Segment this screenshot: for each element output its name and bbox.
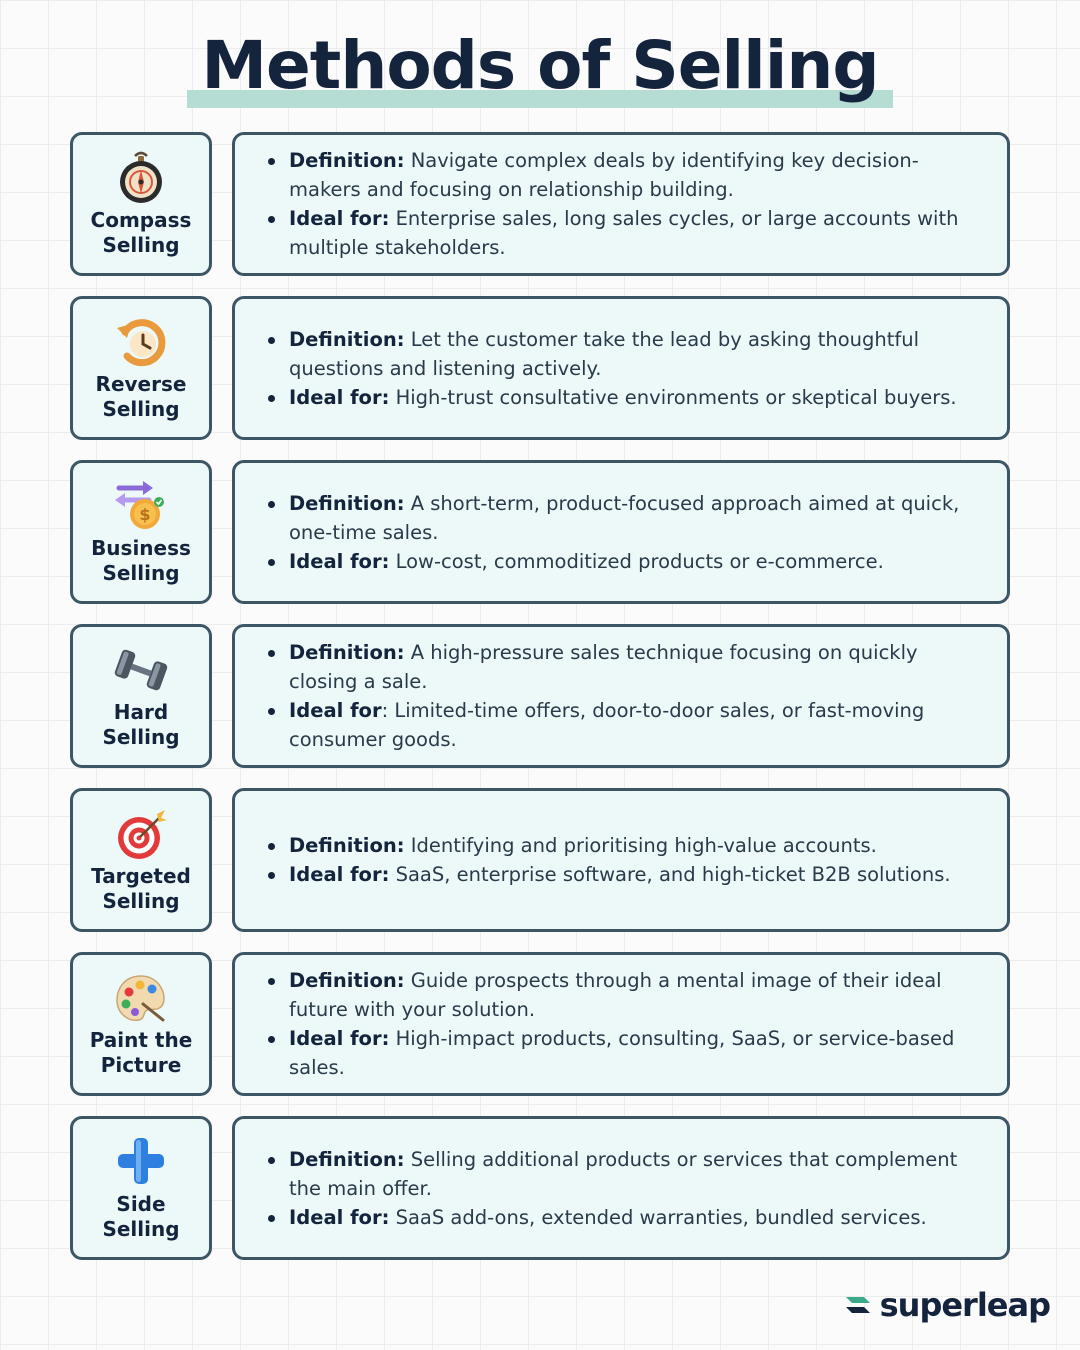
definition-label: Definition: (289, 149, 405, 172)
definition-label: Definition: (289, 1147, 405, 1171)
ideal-for-item (265, 204, 979, 262)
plus-icon (113, 1134, 169, 1190)
method-description-card (232, 624, 1010, 768)
palette-icon (113, 970, 169, 1026)
method-row-hard (70, 624, 1010, 768)
ideal-for-label: Ideal for: (289, 549, 390, 573)
method-name: Business Selling (91, 536, 191, 585)
reverse-clock-icon (113, 314, 169, 370)
definition-label: Definition: (289, 641, 405, 664)
definition-text: Guide prospects through a mental image of their ideal future with your solution. (289, 969, 942, 1021)
definition-item (265, 146, 979, 204)
method-name: Compass Selling (90, 208, 192, 257)
ideal-for-text: High-trust consultative environments or skeptical buyers. (395, 385, 957, 409)
title-area (0, 26, 1080, 106)
definition-label: Definition: (289, 327, 405, 351)
method-name: Targeted Selling (91, 864, 191, 913)
method-card (70, 296, 212, 440)
ideal-for-label: Ideal for: (289, 207, 390, 230)
method-description-card (232, 952, 1010, 1096)
method-row-business (70, 460, 1010, 604)
method-card (70, 952, 212, 1096)
method-description-card (232, 788, 1010, 932)
ideal-for-text: SaaS add-ons, extended warranties, bundled services. (395, 1205, 927, 1229)
method-row-paint-the-picture (70, 952, 1010, 1096)
method-card (70, 788, 212, 932)
compass-icon (113, 150, 169, 206)
ideal-for-item (265, 547, 979, 576)
definition-item (265, 966, 979, 1024)
ideal-for-item (265, 1203, 979, 1232)
method-row-targeted (70, 788, 1010, 932)
ideal-for-item (265, 860, 951, 889)
ideal-for-label: Ideal for: (289, 1027, 390, 1050)
ideal-for-text: : Limited-time offers, door-to-door sales, or fast-moving consumer goods. (289, 699, 925, 751)
ideal-for-label: Ideal for: (289, 385, 390, 409)
method-description-card (232, 296, 1010, 440)
page-title-text: Methods of Selling (201, 27, 879, 104)
superleap-logo-icon (842, 1289, 874, 1321)
definition-text: Selling additional products or services that complement the main offer. (289, 1147, 958, 1200)
method-description-card (232, 132, 1010, 276)
dollar-exchange-icon (113, 478, 169, 534)
ideal-for-item (265, 383, 979, 412)
method-row-side (70, 1116, 1010, 1260)
ideal-for-text: SaaS, enterprise software, and high-ticket B2B solutions. (395, 863, 951, 886)
method-name: Reverse Selling (95, 372, 187, 421)
definition-text: Navigate complex deals by identifying key decision-makers and focusing on relationship building. (289, 149, 919, 201)
method-row-compass (70, 132, 1010, 276)
method-description-card (232, 460, 1010, 604)
definition-text: Let the customer take the lead by asking thoughtful questions and listening actively. (289, 327, 920, 380)
ideal-for-item (265, 696, 979, 754)
ideal-for-text: High-impact products, consulting, SaaS, or service-based sales. (289, 1027, 955, 1079)
dumbbell-icon (113, 642, 169, 698)
ideal-for-label: Ideal for (289, 699, 382, 722)
definition-item (265, 831, 951, 860)
brand-name: superleap (879, 1286, 1050, 1324)
method-card (70, 624, 212, 768)
definition-text: A short-term, product-focused approach aimed at quick, one-time sales. (289, 491, 960, 544)
definition-label: Definition: (289, 834, 405, 857)
definition-item (265, 489, 979, 547)
definition-text: A high-pressure sales technique focusing on quickly closing a sale. (289, 641, 918, 693)
ideal-for-label: Ideal for: (289, 863, 390, 886)
method-row-reverse (70, 296, 1010, 440)
method-name: Hard Selling (102, 700, 180, 749)
method-name: Side Selling (102, 1192, 180, 1241)
definition-item (265, 325, 979, 383)
ideal-for-item (265, 1024, 979, 1082)
ideal-for-text: Enterprise sales, long sales cycles, or large accounts with multiple stakeholders. (289, 207, 959, 259)
definition-item (265, 638, 979, 696)
method-name: Paint the Picture (89, 1028, 193, 1077)
brand-logo (842, 1286, 1050, 1324)
method-card (70, 1116, 212, 1260)
definition-item (265, 1145, 979, 1203)
definition-label: Definition: (289, 491, 405, 515)
method-card (70, 132, 212, 276)
definition-label: Definition: (289, 969, 405, 992)
page-title (195, 26, 884, 106)
method-description-card (232, 1116, 1010, 1260)
method-card (70, 460, 212, 604)
definition-text: Identifying and prioritising high-value accounts. (410, 834, 877, 857)
ideal-for-label: Ideal for: (289, 1205, 390, 1229)
svg-text:$: $ (139, 505, 151, 524)
target-icon (113, 806, 169, 862)
ideal-for-text: Low-cost, commoditized products or e-commerce. (395, 549, 884, 573)
